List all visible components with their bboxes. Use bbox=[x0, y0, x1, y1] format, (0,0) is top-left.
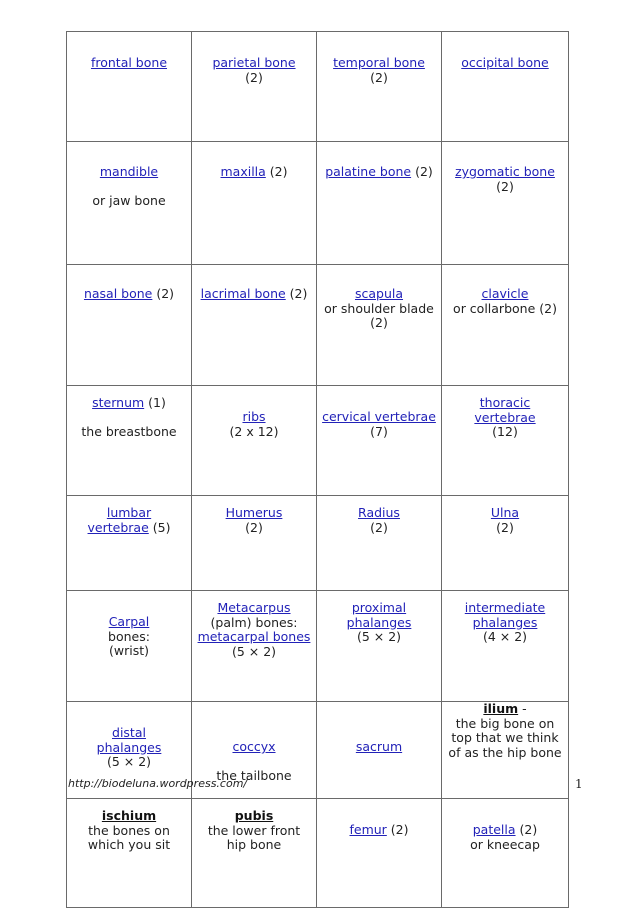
bone-card bbox=[192, 591, 317, 702]
card-line bbox=[320, 601, 438, 616]
card-line bbox=[445, 702, 565, 717]
bone-card bbox=[67, 496, 192, 591]
card-line bbox=[70, 838, 188, 853]
card-line bbox=[320, 740, 438, 755]
bone-card bbox=[442, 386, 569, 496]
bone-card bbox=[317, 496, 442, 591]
bone-card bbox=[442, 142, 569, 265]
card-line bbox=[445, 823, 565, 838]
card-line bbox=[70, 506, 188, 521]
card-row bbox=[67, 32, 569, 142]
card-text: (5 × 2) bbox=[106, 754, 152, 769]
card-text: the big bone on bbox=[455, 715, 555, 731]
card-text: hip bone bbox=[226, 837, 282, 852]
bone-link[interactable]: frontal bone bbox=[90, 55, 168, 70]
bone-term: ilium bbox=[483, 701, 519, 716]
card-line bbox=[445, 287, 565, 302]
bone-term: pubis bbox=[234, 808, 274, 823]
card-text: (2) bbox=[152, 286, 175, 301]
card-line bbox=[195, 601, 313, 616]
card-text: - bbox=[518, 701, 527, 716]
bone-link[interactable]: sacrum bbox=[355, 739, 403, 754]
card-line bbox=[445, 616, 565, 631]
bone-card bbox=[67, 591, 192, 702]
bone-link[interactable]: phalanges bbox=[472, 614, 538, 630]
card-line bbox=[445, 506, 565, 521]
card-line bbox=[445, 731, 565, 746]
bone-link[interactable]: coccyx bbox=[232, 739, 276, 754]
bone-link[interactable]: maxilla bbox=[220, 164, 266, 179]
bone-card bbox=[192, 496, 317, 591]
card-text: or jaw bone bbox=[92, 192, 166, 208]
card-line bbox=[195, 287, 313, 302]
bone-card bbox=[442, 32, 569, 142]
card-line bbox=[320, 630, 438, 645]
card-line bbox=[195, 506, 313, 521]
bone-card bbox=[192, 32, 317, 142]
card-text: (2) bbox=[265, 164, 288, 179]
bone-link[interactable]: vertebrae bbox=[87, 519, 149, 535]
card-line bbox=[320, 302, 438, 317]
card-row bbox=[67, 265, 569, 386]
card-line bbox=[320, 506, 438, 521]
card-line bbox=[70, 396, 188, 411]
bone-link[interactable]: occipital bone bbox=[461, 55, 549, 70]
bone-link[interactable]: metacarpal bones bbox=[197, 629, 311, 644]
card-row bbox=[67, 496, 569, 591]
card-line bbox=[445, 630, 565, 645]
card-line bbox=[195, 56, 313, 71]
card-line bbox=[195, 165, 313, 180]
bone-card bbox=[317, 265, 442, 386]
card-line bbox=[320, 616, 438, 631]
card-text: (2) bbox=[370, 69, 388, 85]
card-line bbox=[70, 644, 188, 659]
line-gap bbox=[195, 726, 313, 740]
bone-link[interactable]: mandible bbox=[99, 164, 159, 179]
bone-card bbox=[192, 386, 317, 496]
bone-card bbox=[67, 32, 192, 142]
bone-term: ischium bbox=[101, 808, 157, 823]
card-line bbox=[320, 287, 438, 302]
card-line bbox=[320, 316, 438, 331]
card-line bbox=[445, 838, 565, 853]
bone-card bbox=[192, 799, 317, 908]
bone-link[interactable]: Radius bbox=[358, 505, 400, 520]
bone-card bbox=[442, 591, 569, 702]
bone-card bbox=[442, 496, 569, 591]
bone-link[interactable]: clavicle bbox=[481, 286, 529, 301]
card-text: or collarbone (2) bbox=[453, 300, 557, 316]
bone-card bbox=[317, 32, 442, 142]
bone-link[interactable]: phalanges bbox=[96, 739, 162, 755]
bone-link[interactable]: Carpal bbox=[108, 614, 150, 629]
card-line bbox=[195, 809, 313, 824]
bone-link[interactable]: Humerus bbox=[225, 505, 283, 520]
card-text: (wrist) bbox=[108, 643, 149, 658]
line-gap bbox=[320, 726, 438, 740]
bone-card bbox=[317, 799, 442, 908]
bone-link[interactable]: patella bbox=[472, 822, 516, 837]
card-line bbox=[70, 56, 188, 71]
card-line bbox=[320, 410, 438, 425]
bone-card bbox=[317, 702, 442, 799]
card-text: (7) bbox=[370, 423, 388, 439]
card-text: the tailbone bbox=[216, 767, 292, 783]
line-gap bbox=[70, 712, 188, 726]
line-gap bbox=[320, 712, 438, 726]
card-line bbox=[445, 521, 565, 536]
card-text: (2) bbox=[370, 519, 388, 535]
card-text: (2) bbox=[245, 519, 263, 535]
bone-link[interactable]: ribs bbox=[242, 409, 266, 424]
card-line bbox=[320, 823, 438, 838]
card-text: (4 × 2) bbox=[482, 629, 528, 644]
line-gap bbox=[195, 712, 313, 726]
bone-link[interactable]: lumbar bbox=[106, 505, 152, 520]
card-text: (2) bbox=[285, 286, 308, 301]
card-line bbox=[445, 425, 565, 440]
line-gap bbox=[320, 396, 438, 410]
bone-card bbox=[67, 799, 192, 908]
bone-card bbox=[192, 265, 317, 386]
card-line bbox=[70, 521, 188, 536]
card-line bbox=[445, 411, 565, 426]
card-text: (12) bbox=[492, 424, 518, 439]
card-line bbox=[195, 740, 313, 755]
bone-card bbox=[317, 591, 442, 702]
bone-link[interactable]: thoracic bbox=[479, 395, 531, 410]
card-line bbox=[70, 425, 188, 440]
bone-link[interactable]: sternum bbox=[92, 395, 145, 410]
bone-link[interactable]: distal bbox=[112, 725, 146, 740]
bone-link[interactable]: vertebrae bbox=[474, 409, 536, 425]
card-line bbox=[195, 616, 313, 631]
card-row bbox=[67, 142, 569, 265]
card-line bbox=[320, 71, 438, 86]
card-text: (2) bbox=[386, 822, 409, 837]
bone-link[interactable]: parietal bone bbox=[212, 55, 296, 70]
card-text: (2) bbox=[411, 164, 433, 179]
card-line bbox=[195, 410, 313, 425]
bone-card bbox=[442, 702, 569, 799]
card-text: (2) bbox=[496, 178, 514, 194]
card-line bbox=[320, 165, 438, 180]
card-row bbox=[67, 386, 569, 496]
card-row bbox=[67, 799, 569, 908]
bone-card bbox=[67, 265, 192, 386]
card-text: (2 x 12) bbox=[229, 423, 279, 439]
card-line bbox=[195, 425, 313, 440]
card-text: bones: bbox=[108, 628, 150, 644]
bone-link[interactable]: intermediate bbox=[464, 600, 546, 615]
bone-card bbox=[67, 142, 192, 265]
card-text: (5 × 2) bbox=[356, 629, 402, 644]
card-text: (palm) bones: bbox=[210, 614, 298, 630]
card-text: top that we think bbox=[451, 730, 559, 745]
card-line bbox=[70, 809, 188, 824]
card-line bbox=[445, 302, 565, 317]
bone-link[interactable]: phalanges bbox=[346, 614, 412, 630]
card-text: (1) bbox=[144, 395, 166, 410]
bone-card bbox=[67, 386, 192, 496]
bone-card bbox=[442, 799, 569, 908]
card-line bbox=[195, 71, 313, 86]
card-line bbox=[195, 838, 313, 853]
card-text: (2) bbox=[370, 315, 388, 330]
card-line bbox=[70, 630, 188, 645]
card-line bbox=[445, 180, 565, 195]
card-line bbox=[70, 726, 188, 741]
page-number: 1 bbox=[575, 777, 583, 791]
card-text: the lower front bbox=[207, 822, 301, 838]
card-text: (2) bbox=[515, 822, 538, 837]
card-line bbox=[445, 746, 565, 761]
bone-card bbox=[317, 386, 442, 496]
card-line bbox=[70, 615, 188, 630]
card-text: (5) bbox=[148, 519, 171, 535]
line-gap bbox=[70, 601, 188, 615]
bone-link[interactable]: femur bbox=[349, 822, 387, 837]
card-line bbox=[445, 601, 565, 616]
bone-link[interactable]: proximal bbox=[351, 600, 407, 615]
line-gap bbox=[195, 755, 313, 769]
bone-link[interactable]: lacrimal bone bbox=[200, 286, 286, 301]
footer-url[interactable]: http://biodeluna.wordpress.com/ bbox=[68, 777, 248, 790]
card-line bbox=[445, 165, 565, 180]
bone-card bbox=[317, 142, 442, 265]
card-line bbox=[70, 741, 188, 756]
card-line bbox=[70, 287, 188, 302]
card-line bbox=[320, 521, 438, 536]
card-line bbox=[195, 645, 313, 660]
card-text: the breastbone bbox=[81, 423, 177, 439]
line-gap bbox=[70, 180, 188, 194]
card-line bbox=[445, 396, 565, 411]
card-text: or kneecap bbox=[470, 836, 540, 852]
bone-link[interactable]: Metacarpus bbox=[217, 600, 291, 615]
card-text: or shoulder blade bbox=[324, 300, 434, 316]
card-line bbox=[70, 194, 188, 209]
line-gap bbox=[70, 411, 188, 425]
bone-link[interactable]: cervical vertebrae bbox=[322, 409, 436, 424]
card-text: (2) bbox=[496, 519, 514, 535]
bone-link[interactable]: palatine bone bbox=[325, 164, 412, 179]
card-line bbox=[320, 425, 438, 440]
bone-link[interactable]: nasal bone bbox=[83, 286, 153, 301]
card-line bbox=[70, 755, 188, 770]
bone-link[interactable]: zygomatic bone bbox=[455, 164, 555, 179]
card-line bbox=[445, 717, 565, 732]
bone-card bbox=[442, 265, 569, 386]
card-line bbox=[445, 56, 565, 71]
card-text: which you sit bbox=[87, 837, 171, 852]
card-text: (5 × 2) bbox=[231, 643, 277, 659]
card-line bbox=[70, 165, 188, 180]
card-text: of as the hip bone bbox=[448, 744, 562, 760]
card-line bbox=[195, 630, 313, 645]
bone-card bbox=[192, 142, 317, 265]
card-row bbox=[67, 591, 569, 702]
card-line bbox=[195, 521, 313, 536]
card-line bbox=[320, 56, 438, 71]
card-text: (2) bbox=[245, 69, 263, 85]
bone-link[interactable]: temporal bone bbox=[333, 55, 425, 70]
card-text: the bones on bbox=[88, 822, 170, 838]
bone-link[interactable]: Ulna bbox=[490, 505, 520, 520]
bone-link[interactable]: scapula bbox=[354, 286, 404, 301]
